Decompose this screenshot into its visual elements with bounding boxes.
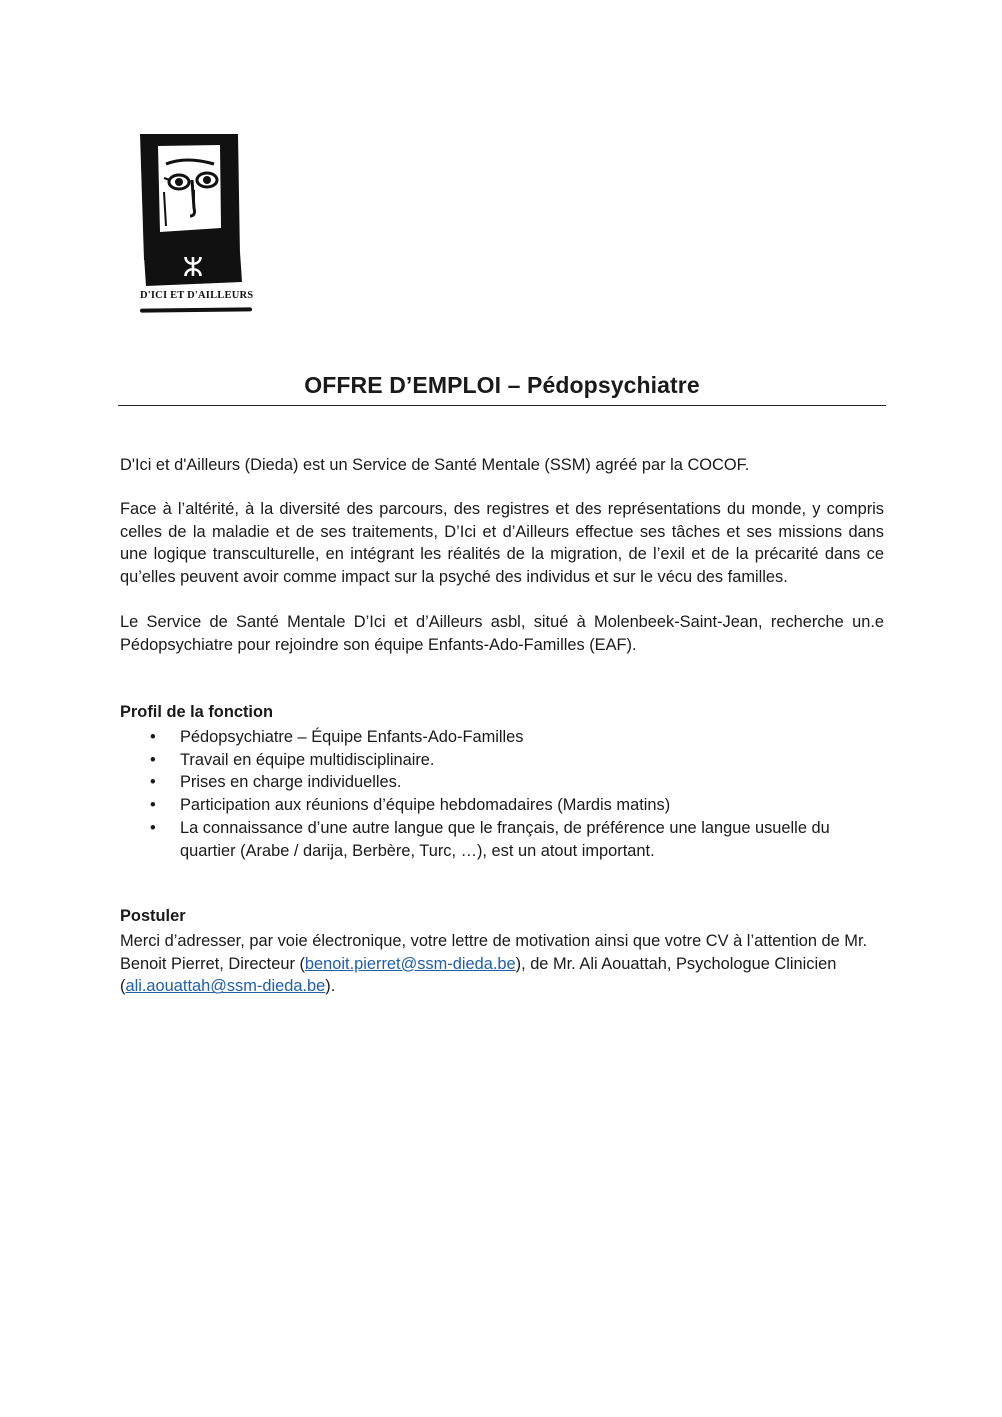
recruitment-paragraph: Le Service de Santé Mentale D’Ici et d’Ailleurs asbl, situé à Molenbeek-Saint-Jean, recherche un.e Pédopsychiatre pour rejoindre son équipe Enfants-Ado-Familles (EAF). <box>120 613 884 654</box>
organization-logo <box>136 130 258 322</box>
postuler-text-2: ), de Mr. Ali Aouattah, Psychologue Clinicien ( <box>120 954 837 996</box>
list-item <box>120 794 884 817</box>
profil-list <box>120 726 884 862</box>
list-item <box>120 749 884 772</box>
list-item <box>120 726 884 749</box>
list-item <box>120 817 884 862</box>
bullet-icon: • <box>150 796 156 815</box>
profil-heading: Profil de la fonction <box>120 703 273 721</box>
postuler-paragraph <box>120 930 884 998</box>
mission-paragraph: Face à l’altérité, à la diversité des parcours, des registres et des représentations du monde, y compris celles de la maladie et de ses traitements, D’Ici et d’Ailleurs effectue ses tâches et ses missions dans une logique transculturelle, en intégrant les réalités de la migration, de l’exil et de la précarité dans ce qu’elles peuvent avoir comme impact sur la psyché des individus et sur le vécu des familles. <box>120 500 884 587</box>
title-divider <box>118 405 886 406</box>
list-item-text: Travail en équipe multidisciplinaire. <box>180 750 435 769</box>
logo-org-name: D'ICI ET D'AILLEURS <box>140 290 254 301</box>
postuler-text-3: ). <box>325 977 336 996</box>
email-link-psychologist[interactable]: ali.aouattah@ssm-dieda.be <box>125 977 326 996</box>
list-item <box>120 771 884 794</box>
list-item-text: Participation aux réunions d’équipe hebdomadaires (Mardis matins) <box>180 796 671 815</box>
postuler-text-1: Merci d’adresser, par voie électronique, votre lettre de motivation ainsi que votre CV à l’attention de Mr. Benoit Pierret, Directeur ( <box>120 932 868 973</box>
postuler-heading: Postuler <box>120 907 186 925</box>
bullet-icon: • <box>150 818 156 837</box>
intro-paragraph: D'Ici et d'Ailleurs (Dieda) est un Service de Santé Mentale (SSM) agréé par la COCOF. <box>120 456 750 474</box>
bullet-icon: • <box>150 750 156 769</box>
list-item-text: Pédopsychiatre – Équipe Enfants-Ado-Familles <box>180 728 524 746</box>
list-item-text: Prises en charge individuelles. <box>180 773 402 792</box>
email-link-director[interactable]: benoit.pierret@ssm-dieda.be <box>304 954 516 973</box>
page-title: OFFRE D’EMPLOI – Pédopsychiatre <box>304 372 700 398</box>
bullet-icon: • <box>150 773 156 792</box>
svg-text:ⵣ: ⵣ <box>182 253 204 283</box>
bullet-icon: • <box>150 728 156 746</box>
list-item-text: La connaissance d’une autre langue que le français, de préférence une langue usuelle du quartier (Arabe / darija, Berbère, Turc, …), est un atout important. <box>180 818 830 860</box>
